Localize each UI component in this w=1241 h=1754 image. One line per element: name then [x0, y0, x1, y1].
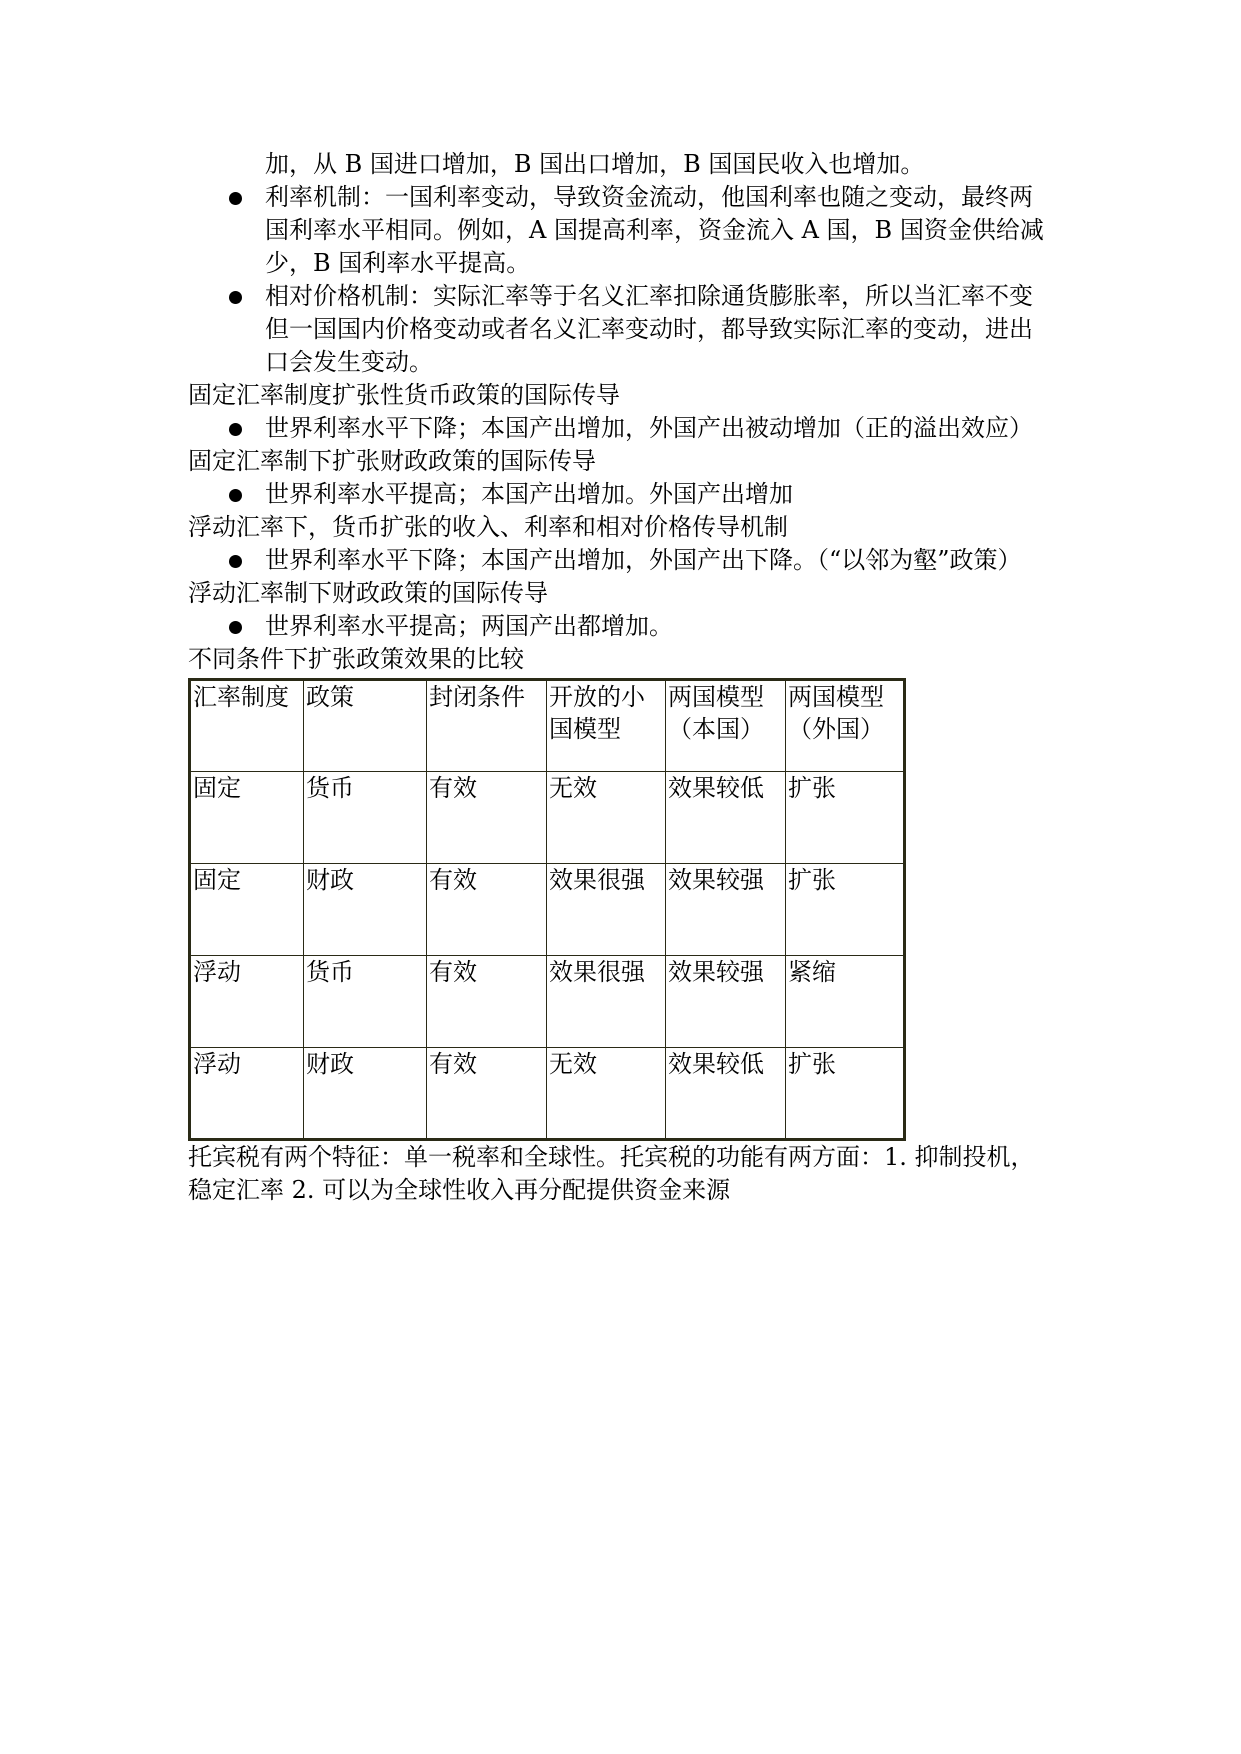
heading-float-fiscal: 浮动汇率制下财政政策的国际传导: [188, 579, 548, 607]
bullet-line: 但一国国内价格变动或者名义汇率变动时，都导致实际汇率的变动，进出: [265, 315, 1033, 343]
bullet-line: 利率机制：一国利率变动，导致资金流动，他国利率也随之变动，最终两: [265, 183, 1033, 211]
bullet-dot-icon: [229, 423, 242, 436]
table-cell: 货币: [304, 772, 427, 864]
heading-fixed-monetary: 固定汇率制度扩张性货币政策的国际传导: [188, 381, 620, 409]
table-cell: 扩张: [786, 864, 905, 956]
table-cell: 固定: [190, 772, 304, 864]
tobin-tax-paragraph: [188, 1141, 1056, 1207]
table-cell: 扩张: [786, 772, 905, 864]
table-cell: 有效: [427, 956, 547, 1048]
bullet-text: 世界利率水平提高；本国产出增加。外国产出增加: [265, 480, 793, 508]
table-header-cell: 两国模型（本国）: [666, 680, 786, 772]
table-cell: 效果较低: [666, 772, 786, 864]
table-cell: 无效: [547, 772, 666, 864]
table-cell: 无效: [547, 1048, 666, 1140]
table-cell: 扩张: [786, 1048, 905, 1140]
table-header-cell: 汇率制度: [190, 680, 304, 772]
bullet-line: 少，B 国利率水平提高。: [265, 249, 531, 277]
document-page: [188, 148, 1056, 1207]
table-cell: 财政: [304, 1048, 427, 1140]
table-cell: 浮动: [190, 956, 304, 1048]
table-cell: 有效: [427, 772, 547, 864]
heading-compare: 不同条件下扩张政策效果的比较: [188, 645, 524, 673]
table-header-cell: 政策: [304, 680, 427, 772]
bullet-price-mechanism: [188, 280, 1056, 379]
table-header-cell: 两国模型（外国）: [786, 680, 905, 772]
table-cell: 有效: [427, 864, 547, 956]
bullet-line: 相对价格机制：实际汇率等于名义汇率扣除通货膨胀率，所以当汇率不变: [265, 282, 1033, 310]
table-cell: 有效: [427, 1048, 547, 1140]
table-header-cell: 开放的小国模型: [547, 680, 666, 772]
table-cell: 效果很强: [547, 956, 666, 1048]
bullet-dot-icon: [229, 192, 242, 205]
table-cell: 效果较强: [666, 956, 786, 1048]
continued-line: 加，从 B 国进口增加，B 国出口增加，B 国国民收入也增加。: [265, 150, 925, 178]
table-row: [190, 1048, 905, 1140]
bullet-line: 口会发生变动。: [265, 348, 433, 376]
table-cell: 浮动: [190, 1048, 304, 1140]
bullet-text: 世界利率水平下降；本国产出增加，外国产出下降。（“以邻为壑”政策）: [265, 546, 1022, 574]
paragraph-line: 稳定汇率 2. 可以为全球性收入再分配提供资金来源: [188, 1176, 731, 1204]
table-cell: 货币: [304, 956, 427, 1048]
policy-comparison-table: [188, 678, 906, 1141]
bullet-float-fiscal: [188, 610, 1056, 643]
table-row: [190, 864, 905, 956]
bullet-dot-icon: [229, 291, 242, 304]
heading-fixed-fiscal: 固定汇率制下扩张财政政策的国际传导: [188, 447, 596, 475]
bullet-fixed-monetary: [188, 412, 1056, 445]
table-cell: 效果较低: [666, 1048, 786, 1140]
table-cell: 财政: [304, 864, 427, 956]
paragraph-line: 托宾税有两个特征：单一税率和全球性。托宾税的功能有两方面：1. 抑制投机，: [188, 1143, 1035, 1171]
heading-float-monetary: 浮动汇率下，货币扩张的收入、利率和相对价格传导机制: [188, 513, 788, 541]
bullet-dot-icon: [229, 621, 242, 634]
bullet-dot-icon: [229, 555, 242, 568]
bullet-rate-mechanism: [188, 181, 1056, 280]
bullet-fixed-fiscal: [188, 478, 1056, 511]
bullet-text: 世界利率水平下降；本国产出增加，外国产出被动增加（正的溢出效应）: [265, 414, 1033, 442]
bullet-text: 世界利率水平提高；两国产出都增加。: [265, 612, 673, 640]
bullet-dot-icon: [229, 489, 242, 502]
bullet-float-monetary: [188, 544, 1056, 577]
table-cell: 效果很强: [547, 864, 666, 956]
table-cell: 固定: [190, 864, 304, 956]
bullet-line: 国利率水平相同。例如，A 国提高利率，资金流入 A 国，B 国资金供给减: [265, 216, 1044, 244]
table-cell: 效果较强: [666, 864, 786, 956]
table-header-cell: 封闭条件: [427, 680, 547, 772]
table-header-row: [190, 680, 905, 772]
table-cell: 紧缩: [786, 956, 905, 1048]
table-row: [190, 772, 905, 864]
table-row: [190, 956, 905, 1048]
